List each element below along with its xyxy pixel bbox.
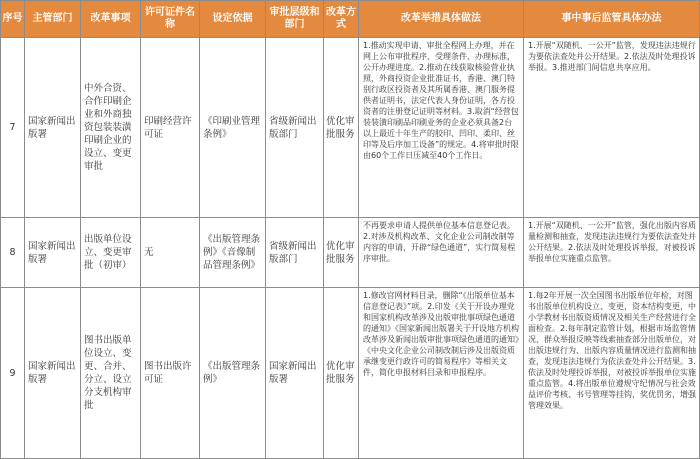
table-row	[1, 288, 700, 459]
row-supervision: 1.每2年开展一次全国图书出版单位年检，对图书出版单位机构设立、变更，资本结构变更，中小学教材书出版资质情况及相关生产经营进行全面检查。2.每年制定监管计划，根据市场监管情况、群众举报反映等线索抽查部分出版单位，对出版违规行为、出版内容质量情况进行监测和抽查，发现违法违规行为依法查处并公开结果。3.依法及时处理投诉举报，对被投诉举报单位实施重点监管。4.将出版单位遵规守纪情况与社会效益评价考核、书号管理等挂钩，奖优罚劣，增强管理效果。	[524, 288, 700, 459]
header-dept: 主管部门	[25, 1, 81, 38]
row-item: 中外合资、合作印刷企业和外商独资包装装潢印刷企业的设立、变更审批	[81, 38, 141, 218]
row-method: 优化审批服务	[324, 218, 359, 288]
header-level: 审批层级和部门	[266, 1, 324, 38]
row-method: 优化审批服务	[324, 288, 359, 459]
row-level: 省级新闻出版部门	[266, 218, 324, 288]
header-basis: 设定依据	[200, 1, 266, 38]
row-index: 9	[1, 288, 25, 459]
row-measures: 1.修改官网材料目录，删除“《出版单位基本信息登记表》”项。2.印发《关于开设办理党和国家机构改革涉及出版审批事项绿色通道的通知》《国家新闻出版署关于开设地方机构改革涉及新闻出版审批事项绿色通道的通知》《中央文化企业公司制改制后涉及出版资质承继变更行政许可的简易程序》等相关文件，简化申报材料目录和申报程序。	[359, 288, 524, 459]
row-item: 出版单位设立、变更审批（初审）	[81, 218, 141, 288]
row-measures: 不再要求申请人提供单位基本信息登记表。2.对涉及机构改革、文化企业公司制改制等内容的申请，开辟“绿色通道”，实行简易程序审批。	[359, 218, 524, 288]
row-basis: 《印刷业管理条例》	[200, 38, 266, 218]
header-license: 许可证件名称	[141, 1, 200, 38]
row-index: 8	[1, 218, 25, 288]
header-index: 序号	[1, 1, 25, 38]
row-item: 图书出版单位设立、变更、合并、分立、设立分支机构审批	[81, 288, 141, 459]
row-license: 无	[141, 218, 200, 288]
row-method: 优化审批服务	[324, 38, 359, 218]
header-measures: 改革举措具体做法	[359, 1, 524, 38]
row-license: 图书出版许可证	[141, 288, 200, 459]
row-license: 印刷经营许可证	[141, 38, 200, 218]
row-level: 国家新闻出版署	[266, 288, 324, 459]
row-measures: 1.推动实现申请、审批全程网上办理，并在网上公布审批程序、受理条件、办理标准，公开办理进度。2.推动在线获取核验营业执照，外商投资企业批准证书，香港、澳门特别行政区投资者及其所属香港、澳门服务提供者证明书，法定代表人身份证明，各方投资者的注册登记证明等材料。3.取消“经营包装装潢印刷品印刷业务的企业必须具备2台以上最近十年生产的胶印、凹印、柔印、丝印等及后序加工设备”的规定。4.将审批时限由60个工作日压减至40个工作日。	[359, 38, 524, 218]
row-dept: 国家新闻出版署	[25, 38, 81, 218]
row-level: 省级新闻出版部门	[266, 38, 324, 218]
row-basis: 《出版管理条例》《音像制品管理条例》	[200, 218, 266, 288]
table-row	[1, 38, 700, 218]
header-row	[1, 1, 700, 38]
header-method: 改革方式	[324, 1, 359, 38]
row-dept: 国家新闻出版署	[25, 288, 81, 459]
header-supervision: 事中事后监管具体办法	[524, 1, 700, 38]
header-item: 改革事项	[81, 1, 141, 38]
row-dept: 国家新闻出版署	[25, 218, 81, 288]
row-supervision: 1.开展“双随机、一公开”监管，发现违法违规行为要依法查处并公开结果。2.依法及时处理投诉举报。3.推进部门间信息共享应用。	[524, 38, 700, 218]
row-index: 7	[1, 38, 25, 218]
row-basis: 《出版管理条例》	[200, 288, 266, 459]
table-row	[1, 218, 700, 288]
row-supervision: 1.开展“双随机、一公开”监管，强化出版内容质量检测和抽查，发现违法违规行为要依法查处并公开结果。2.依法及时处理投诉举报，对被投诉举报单位实施重点监管。	[524, 218, 700, 288]
